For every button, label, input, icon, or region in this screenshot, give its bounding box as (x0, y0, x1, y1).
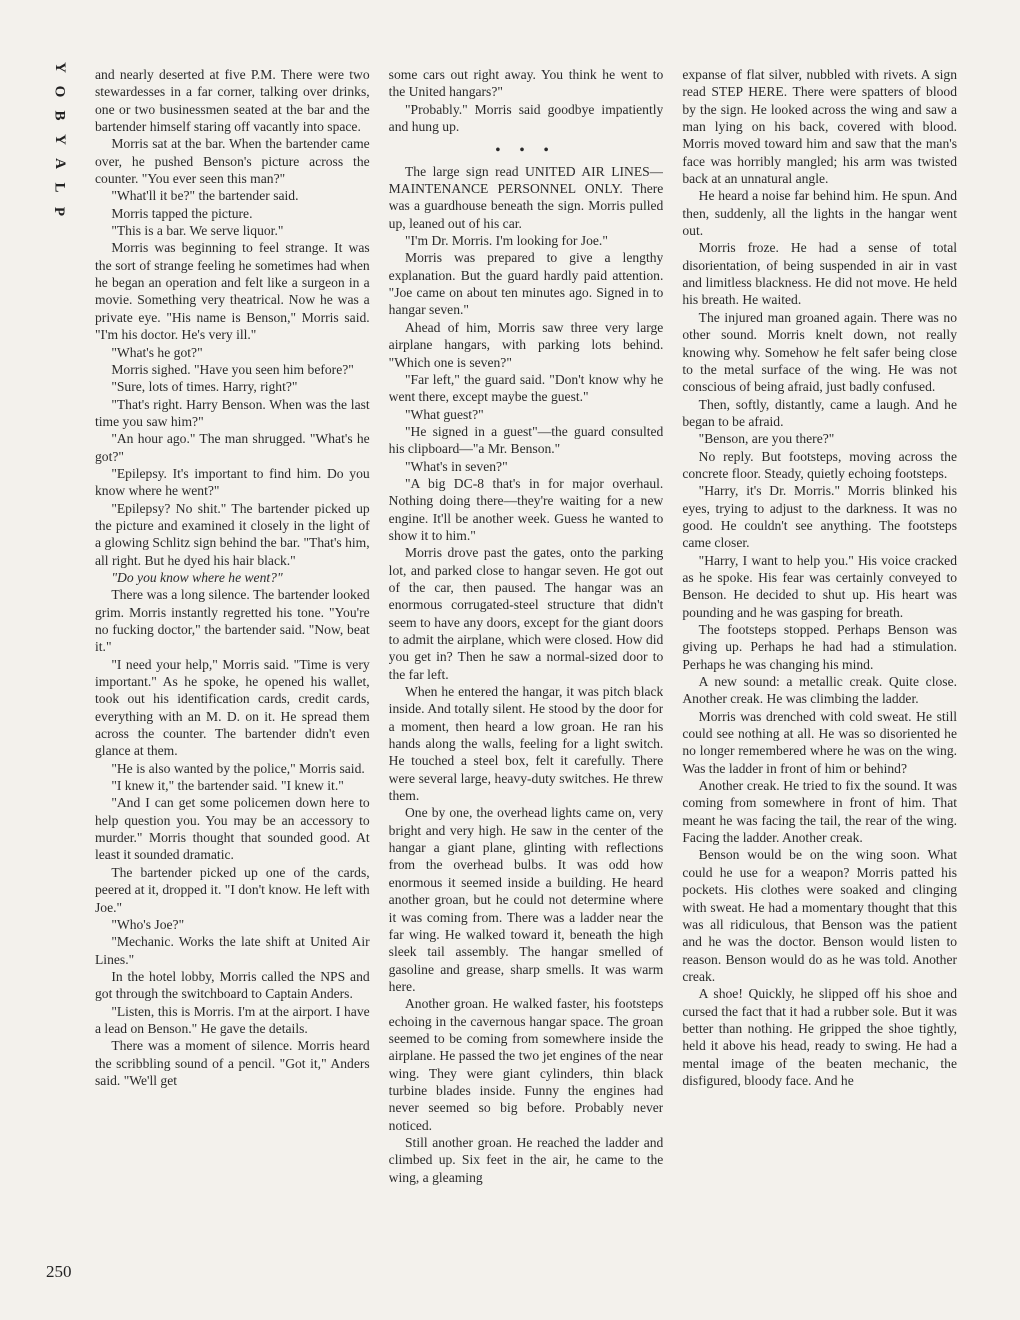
paragraph: Morris froze. He had a sense of total disorientation, of being suspended in air in vast and limitless blackness. He did not move. He held his breath. He waited. (682, 240, 958, 308)
paragraph: "I'm Dr. Morris. I'm looking for Joe." (404, 233, 608, 249)
paragraph: The footsteps stopped. Perhaps Benson was giving up. Perhaps he had had a stimulation. Perhaps he was changing his mind. (682, 622, 958, 672)
paragraph: "This is a bar. We serve liquor." (111, 223, 284, 239)
paragraph: "He is also wanted by the police," Morris said. (111, 760, 365, 776)
paragraph: Morris was prepared to give a lengthy explanation. But the guard hardly paid attention. "Joe came on about ten minutes ago. Signed in to hangar seven." (388, 250, 664, 318)
paragraph: Morris tapped the picture. (111, 205, 253, 221)
paragraph: "Do you know where he went?" (111, 569, 283, 585)
paragraph: Morris drove past the gates, onto the parking lot, and parked close to hangar seven. He got out of the car, then paused. The hangar was an enormous corrugated-steel structure that didn't seem to have any doors, except for the giant doors to admit the airplane, which were closed. How did you get in? Then he saw a normal-sized door to the far left. (388, 545, 664, 682)
masthead-letter: Y (51, 62, 68, 73)
paragraph: "I knew it," the bartender said. "I knew it." (111, 778, 344, 794)
masthead-letter: A (51, 158, 68, 169)
paragraph: "Epilepsy. It's important to find him. Do you know where he went?" (95, 465, 370, 499)
paragraph: He heard a noise far behind him. He spun. And then, suddenly, all the lights in the hangar went out. (682, 188, 958, 239)
paragraph: When he entered the hangar, it was pitch black inside. And totally silent. He stood by the door for a moment, then heard a low groan. He ran his hands along the walls, feeling for a light switch. He touched a steel box, felt it carefully. There were several large, heavy-duty switches. He threw them. (388, 684, 664, 804)
masthead-letter: Y (51, 134, 68, 145)
paragraph: A shoe! Quickly, he slipped off his shoe and cursed the fact that it had a rubber sole. But it was better than nothing. He gripped the shoe tightly, held it above his head, ready to swing. He had a mental image of the beaten mechanic, the disfigured, bloody face. And he (682, 986, 958, 1088)
paragraph: "What's he got?" (111, 344, 203, 360)
paragraph: Morris sat at the bar. When the bartender came over, he pushed Benson's picture across the counter. "You ever seen this man?" (95, 136, 370, 187)
masthead-letter: B (51, 110, 68, 121)
text-column-3 (682, 66, 957, 1284)
paragraph: "Harry, it's Dr. Morris." Morris blinked his eyes, trying to adjust to the darkness. It was no good. He couldn't see anything. The footsteps came closer. (682, 483, 958, 551)
paragraph: There was a long silence. The bartender looked grim. Morris instantly regretted his tone. "You're no fucking doctor," the bartender said. "Now, beat it." (95, 587, 370, 655)
paragraph: "Listen, this is Morris. I'm at the airport. I have a lead on Benson." He gave the details. (95, 1003, 370, 1036)
paragraph: "I need your help," Morris said. "Time is very important." As he spoke, he opened his wallet, took out his identification cards, credit cards, everything with an M. D. on it. He spread them across the counter. The bartender didn't even glance at them. (95, 656, 370, 759)
paragraph: "Probably." Morris said goodbye impatiently and hung up. (388, 101, 664, 135)
paragraph: "Harry, I want to help you." His voice cracked as he spoke. His fear was certainly conveyed to Benson. He decided to shut up. His heart was pounding and he was gasping for breath. (682, 552, 958, 620)
paragraph: expanse of flat silver, nubbled with rivets. A sign read STEP HERE. There were spatters of blood by the sign. He looked across the wing and saw a man lying on his back, covered with blood. Morris moved toward him and saw that the man's face was horribly mangled; his arm was twisted back at an unnatural angle. (682, 67, 958, 187)
paragraph: "What guest?" (404, 406, 484, 422)
paragraph: "Epilepsy? No shit." The bartender picked up the picture and examined it closely in the light of a glowing Schlitz sign behind the bar. "That's him, all right. But he dyed his hair black." (95, 500, 370, 568)
paragraph: Still another groan. He reached the ladder and climbed up. Six feet in the air, he came to the wing, a gleaming (388, 1134, 664, 1185)
paragraph: "What'll it be?" the bartender said. (111, 188, 299, 204)
paragraph: Morris sighed. "Have you seen him before?" (111, 361, 354, 377)
paragraph: The large sign read UNITED AIR LINES—MAINTENANCE PERSONNEL ONLY. There was a guardhouse beneath the sign. Morris pulled up, leaned out of his car. (388, 163, 664, 231)
paragraph: In the hotel lobby, Morris called the NPS and got through the switchboard to Captain Anders. (95, 968, 370, 1002)
paragraph: "What's in seven?" (404, 458, 508, 474)
text-column-2 (389, 66, 664, 1284)
paragraph: "Mechanic. Works the late shift at United Air Lines." (95, 934, 370, 967)
paragraph: Ahead of him, Morris saw three very large airplane hangars, with parking lots behind. "Which one is seven?" (388, 319, 664, 370)
paragraph: "An hour ago." The man shrugged. "What's he got?" (95, 431, 370, 464)
paragraph: Benson would be on the wing soon. What could he use for a weapon? Morris patted his pockets. His clothes were soaked and clinging with sweat. He had a momentary thought that this was all ridiculous, that Benson was the patient and he was the doctor. Benson would listen to reason. Benson would do as he was told. Another creak. (682, 847, 958, 984)
article-body (95, 66, 957, 1284)
paragraph: "And I can get some policemen down here to help question you. You may be an accessory to murder." Morris thought that sounded good. At least it sounded dramatic. (95, 795, 370, 863)
masthead-letter: P (51, 206, 68, 217)
masthead-letter: O (51, 85, 68, 98)
paragraph: The injured man groaned again. There was no other sound. Morris knelt down, not really knowing why. Somehow he felt safer being close to the metal surface of the wing. He was not conscious of being afraid, just badly confused. (682, 309, 958, 395)
paragraph: No reply. But footsteps, moving across the concrete floor. Steady, quietly echoing footsteps. (682, 448, 958, 481)
paragraph: There was a moment of silence. Morris heard the scribbling sound of a pencil. "Got it," Anders said. "We'll get (95, 1038, 370, 1088)
paragraph: "Benson, are you there?" (698, 431, 835, 447)
paragraph: "A big DC-8 that's in for major overhaul. Nothing doing there—they're waiting for a new engine. It'll be another week. Guess he wanted to show it to him." (388, 475, 664, 543)
paragraph: "He signed in a guest"—the guard consulted his clipboard—"a Mr. Benson." (388, 423, 664, 457)
paragraph: Another creak. He tried to fix the sound. It was coming from somewhere in front of him. That meant he was facing the tail, the rear of the wing. Facing the ladder. Another creak. (682, 778, 958, 846)
paragraph: • • • (495, 142, 557, 158)
paragraph: Another groan. He walked faster, his footsteps echoing in the cavernous hangar space. The groan seemed to be coming from somewhere inside the airplane. He passed the two jet engines of the near wing. They were giant cylinders, thin black turbine blades inside. Funny the engines had never seemed so big before. Probably never noticed. (388, 996, 664, 1133)
paragraph: "Sure, lots of times. Harry, right?" (111, 379, 298, 395)
paragraph: One by one, the overhead lights came on, very bright and very high. He saw in the center of the hangar a giant plane, glinting with reflections from the overhead bulbs. It was odd how enormous it seemed inside a building. He heard another groan, but he could not determine where it was coming from. There was a ladder near the far wing. He walked toward it, beneath the high sleek tail assembly. The hangar smelled of gasoline and grease, sharp smells. It was warm here. (388, 805, 664, 994)
paragraph: "Who's Joe?" (111, 916, 185, 932)
paragraph: "That's right. Harry Benson. When was the last time you saw him?" (95, 396, 370, 429)
paragraph: "Far left," the guard said. "Don't know why he went there, except maybe the guest." (388, 371, 664, 405)
text-column-1 (95, 66, 370, 1284)
magazine-masthead (44, 60, 74, 219)
paragraph: The bartender picked up one of the cards, peered at it, dropped it. "I don't know. He left with Joe." (95, 864, 370, 915)
paragraph: some cars out right away. You think he went to the United hangars?" (388, 67, 664, 100)
paragraph: Morris was beginning to feel strange. It was the sort of strange feeling he sometimes had when he began an operation and felt like a surgeon in a movie. Something very theatrical. Now he was a private eye. "His name is Benson," Morris said. "I'm his doctor. He's very ill." (95, 240, 370, 343)
paragraph: A new sound: a metallic creak. Quite close. Another creak. He was climbing the ladder. (682, 674, 958, 707)
paragraph: and nearly deserted at five P.M. There were two stewardesses in a far corner, talking over drinks, one or two businessmen seated at the bar and the bartender himself staring off vacantly into space. (95, 67, 370, 135)
page-number: 250 (46, 1262, 72, 1281)
masthead-letter: L (51, 182, 68, 193)
paragraph: Morris was drenched with cold sweat. He still could see nothing at all. He was so disoriented he no longer remembered where he was on the wing. Was the ladder in front of him or behind? (682, 708, 958, 776)
paragraph: Then, softly, distantly, came a laugh. And he began to be afraid. (682, 396, 958, 429)
